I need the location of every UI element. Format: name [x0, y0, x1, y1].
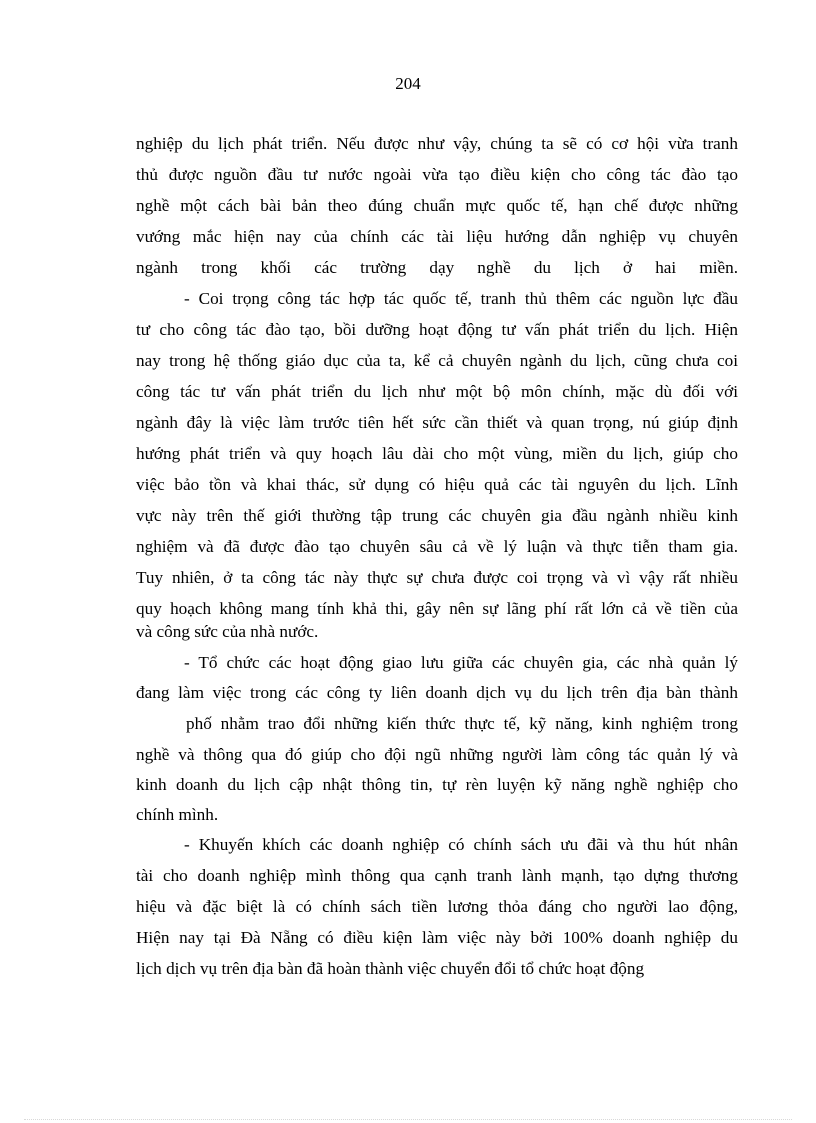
body-line: nay trong hệ thống giáo dục của ta, kể cả chuyên ngành du lịch, cũng chưa coi	[136, 351, 738, 370]
body-line: ngành trong khối các trường dạy nghề du lịch ở hai miền.	[136, 258, 738, 277]
body-line: nghiệp du lịch phát triển. Nếu được như vậy, chúng ta sẽ có cơ hội vừa tranh	[136, 134, 738, 153]
page-bottom-divider	[24, 1119, 792, 1120]
body-line: chính mình.	[136, 805, 219, 824]
paragraph-first-line: - Tổ chức các hoạt động giao lưu giữa các chuyên gia, các nhà quản lý	[184, 653, 738, 672]
body-line: thủ được nguồn đầu tư nước ngoài vừa tạo điều kiện cho công tác đào tạo	[136, 165, 738, 184]
body-line: việc bảo tồn và khai thác, sử dụng có hiệu quả các tài nguyên du lịch. Lĩnh	[136, 475, 738, 494]
body-line-indented: phố nhằm trao đổi những kiến thức thực tế, kỹ năng, kinh nghiệm trong	[186, 714, 738, 733]
body-line: đang làm việc trong các công ty liên doanh dịch vụ du lịch trên địa bàn thành	[136, 683, 738, 702]
body-line: lịch dịch vụ trên địa bàn đã hoàn thành việc chuyển đổi tổ chức hoạt động	[136, 959, 645, 978]
page-number: 204	[395, 74, 421, 93]
body-line: nghề một cách bài bản theo đúng chuẩn mực quốc tế, hạn chế được những	[136, 196, 738, 215]
body-line: nghiệm và đã được đào tạo chuyên sâu cả về lý luận và thực tiễn tham gia.	[136, 537, 738, 556]
body-line: vực này trên thế giới thường tập trung các chuyên gia đầu ngành nhiều kinh	[136, 506, 738, 525]
body-line: tư cho công tác đào tạo, bồi dưỡng hoạt động tư vấn phát triển du lịch. Hiện	[136, 320, 738, 339]
body-line: Tuy nhiên, ở ta công tác này thực sự chưa được coi trọng và vì vậy rất nhiều	[136, 568, 738, 587]
body-line: hiệu và đặc biệt là có chính sách tiền lương thỏa đáng cho người lao động,	[136, 897, 738, 916]
body-line: hướng phát triển và quy hoạch lâu dài cho một vùng, miền du lịch, giúp cho	[136, 444, 738, 463]
body-line: kinh doanh du lịch cập nhật thông tin, tự rèn luyện kỹ năng nghề nghiệp cho	[136, 775, 738, 794]
paragraph-first-line: - Coi trọng công tác hợp tác quốc tế, tranh thủ thêm các nguồn lực đầu	[184, 289, 738, 308]
body-line: nghề và thông qua đó giúp cho đội ngũ những người làm công tác quản lý và	[136, 745, 738, 764]
paragraph-first-line: - Khuyến khích các doanh nghiệp có chính sách ưu đãi và thu hút nhân	[184, 835, 738, 854]
body-line: và công sức của nhà nước.	[136, 622, 319, 641]
body-line: tài cho doanh nghiệp mình thông qua cạnh tranh lành mạnh, tạo dựng thương	[136, 866, 738, 885]
body-line: quy hoạch không mang tính khả thi, gây nên sự lãng phí rất lớn cả về tiền của	[136, 599, 738, 618]
body-line: vướng mắc hiện nay của chính các tài liệu hướng dẫn nghiệp vụ chuyên	[136, 227, 738, 246]
body-line: Hiện nay tại Đà Nẵng có điều kiện làm việc này bởi 100% doanh nghiệp du	[136, 928, 738, 947]
body-line: ngành đây là việc làm trước tiên hết sức cần thiết và quan trọng, nú giúp định	[136, 413, 738, 432]
body-line: công tác tư vấn phát triển du lịch như một bộ môn chính, mặc dù đối với	[136, 382, 738, 401]
